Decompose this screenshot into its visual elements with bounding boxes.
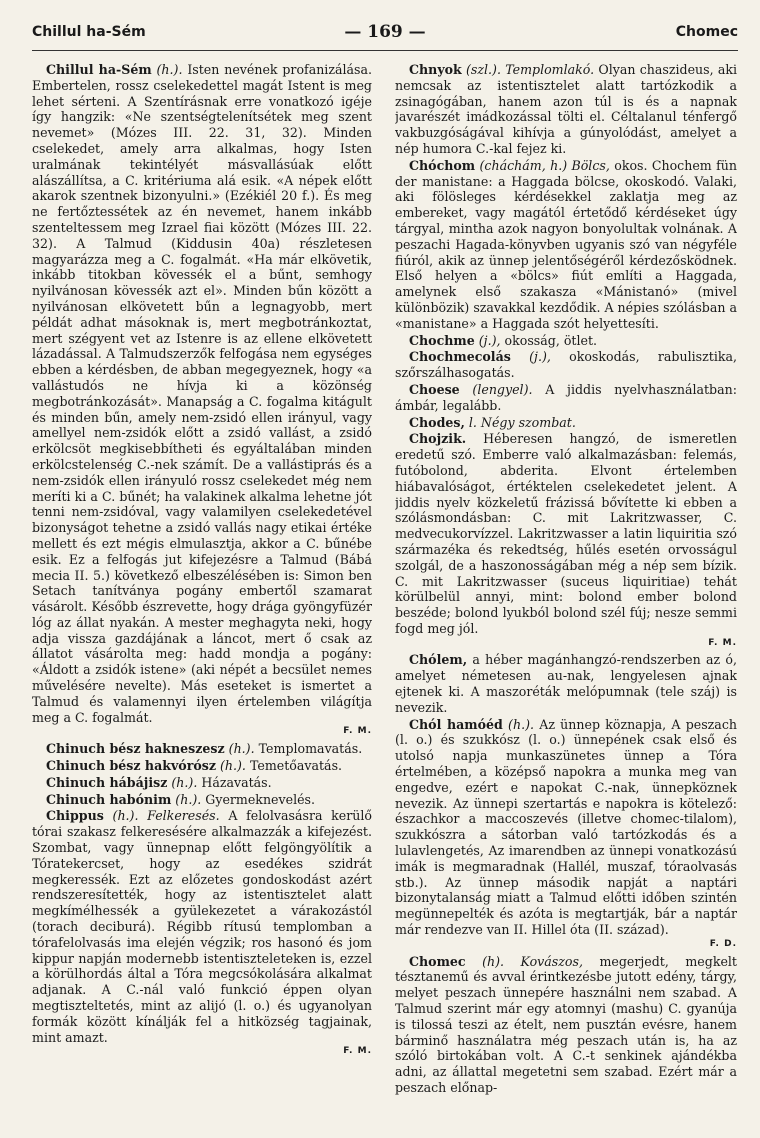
dictionary-entry	[395, 954, 737, 1096]
entry-definition: A felolvasásra kerülő tórai szakasz felkeresésére alkalmazzák a kifejezést. Szombat, vagy ünnepnap előtt felgöngyölítik a Tóratekercset, hogy az esedékes szidrát megkeressék. Ezt az előzetes gondoskodást azért rendszeresítették, hogy az istentisztelet alatt megkímélhessék a gyülekezetet a várakozástól (torach deciburá). Régibb rítusú templomban a tórafelolvasás ima elején végzik; ros hasonó és jom kippur napján modernebb istentiszteleteken is, ezzel a körülhordás által a Tóra megcsókolására alkalmat adjanak. A C.-nál való funkció éppen olyan megtiszteltetés, mint az alijó (l. o.) és ugyanolyan formák között kínálják fel a hitközség tagjainak, mint amazt.	[32, 808, 372, 1045]
entry-headword: Chomec	[409, 953, 466, 969]
entry-headword: Chóchom	[409, 157, 476, 173]
dictionary-entry	[395, 652, 737, 715]
entry-definition: megerjedt, megkelt tésztanemű és avval érintkezésbe jutott edény, tárgy, melyet peszach ünnepére használni nem szabad. A Talmud szerint már egy atomnyi (mashu) C. gyanúja is tilossá teszi az ételt, nem pusztán evésre, hanem bárminő használatra még peszach után is, ha az szóló birtokában volt. A C.-t senkinek ajándékba adni, az állattal megetetni sem szabad. Ezért már a peszach előnap-	[395, 953, 737, 1095]
entry-grammar: (h.).	[219, 758, 246, 774]
entry-grammar: (lengyel).	[472, 381, 533, 397]
entry-definition: Templomavatás.	[258, 741, 363, 757]
entry-headword: Chnyok	[409, 62, 462, 77]
dictionary-entry	[395, 717, 737, 938]
entry-definition: a héber magánhangzó-rendszerben az ó, amelyet németesen au-nak, lengyelesen ajnak ejtenek ki. A maszoréták melópumnak (tele száj) is nevezik.	[395, 652, 737, 715]
entry-headword: Chinuch bész hakvórósz	[46, 758, 216, 774]
entry-definition: Házavatás.	[201, 774, 272, 790]
entry-definition: Isten nevének profanizálása. Embertelen, rossz cselekedettel magát Istent is meg lehet sérteni. A Szentírásnak erre vonatkozó igéje így hangzik: «Ne szentségtelenítsétek meg szent nevemet» (Mózes III. 22. 31, 32). Minden cselekedet, amely arra alkalmas, hogy Isten uralmának tekintélyét másvallásúak előtt alászállítsa, a C. kritériuma alá esik. «A népek előtt akarok szentnek bizonyulni.» (Ezékiél 20 f.). És meg ne fertőztessétek az én nevemet, hanem inkább szenteltessem meg Izrael fiai között (Mózes III. 22. 32). A Talmud (Kiddusin 40a) részletesen magyarázza meg a C. fogalmát. «Ha már elkövetik, inkább titokban kövessék el a bűnt, semhogy nyilvánosan kövessék azt el». Minden bűn között a nyilvánosan elkövetett bűn a legnagyobb, mert példát adhat másoknak is, mert megbotránkoztat, mert szégyent vet az Istenre is az ellene elkövetett lázadással. A Talmudszerzők felfogása nem egységes ebben a kérdésben, de abban megegyeznek, hogy «a vallástudós ne hívja ki a közönség megbotránkozását». Manapság a C. fogalma kitágult és minden bűn, amely nem-zsidó ellen irányul, vagy amellyel nem-zsidók előtt a zsidó vallást, a zsidó erkölcsöt megkisebbítheti és egyáltalában minden erkölcstelenség C.-nek számít. De a vallástiprás és a nem-zsidók ellen irányuló rossz cselekedet még nem meríti ki a C. bűnét; ha valakinek alkalma lehetne jót tenni nem-zsidóval, vagy valamilyen cselekedetével bizonyságot tehetne a zsidó vallás nagy etikai értéke mellett és ezt mégis elmulasztja, akkor a C. bűnébe esik. Ez a felfogás jut kifejezésre a Talmud (Bábá mecia II. 5.) következő elbeszélésében is: Simon ben Setach tanítványa pogány embertől szamarat vásárolt. Később észrevette, hogy drága gyöngyfüzér lóg az állat nyakán. A mester meghagyta neki, hogy adja vissza gazdájának a láncot, mert ő csak az állatot vásárolta meg: hadd mondja a pogány: «Áldott a zsidók istene» (aki népét a becsület nemes művelésére nevelte). Más eseteket is ismertet a Talmud és valamennyi ilyen értelemben világítja meg a C. fogalmát.	[32, 62, 372, 725]
entry-headword: Chinuch bész hakneszesz	[46, 741, 225, 757]
entry-headword: Chojzik.	[409, 431, 467, 447]
dictionary-entry	[395, 158, 737, 332]
left-column	[32, 62, 372, 1132]
author-signature: F. M.	[343, 726, 372, 737]
entry-definition: Gyermeknevelés.	[205, 791, 316, 807]
entry-headword: Chippus	[46, 808, 104, 824]
header-left-guideword: Chillul ha-Sém	[32, 24, 146, 40]
entry-headword: Chochmecolás	[409, 349, 511, 365]
entry-headword: Chochme	[409, 332, 475, 348]
running-header	[32, 22, 738, 44]
author-signature: F. D.	[709, 938, 737, 949]
entry-definition: Héberesen hangzó, de ismeretlen eredetű szó. Emberre való alkalmazásban: felemás, futóbolond, abderita. Elvont értelemben hiábavalóságot, értéktelen cselekedetet jelent. A jiddis nyelv közkeletű frázissá bővítette ki ebben a szólásmondásban: C. mit Lakritzwasser, C. medvecukorvízzel. Lakritzwasser a latin liquiritia szó származéka és rekedtség, hűlés esetén orvosságul szolgál, de a haszonosságában még a nép sem bízik. C. mit Lakritzwasser (suceus liquiritiae) tehát körülbelül annyi, mint: bolond ember bolond beszéde; bolond lyukból bolond szél fúj; nesze semmi fogd meg jól.	[395, 431, 737, 636]
dictionary-entry	[32, 792, 372, 808]
entry-grammar: (h.).	[175, 791, 202, 807]
page-number: — 169 —	[344, 22, 426, 42]
entry-definition: okosság, ötlet.	[504, 332, 598, 348]
header-right-guideword: Chomec	[675, 24, 738, 40]
entry-grammar: (h.).	[156, 62, 183, 77]
header-rule	[32, 50, 738, 51]
dictionary-entry	[32, 62, 372, 725]
dictionary-entry	[395, 349, 737, 381]
dictionary-entry	[395, 382, 737, 414]
entry-grammar: (h.). Felkeresés.	[112, 808, 220, 824]
entry-definition: Olyan chaszideus, aki nemcsak az istentisztelet alatt tartózkodik a zsinagógában, hanem azon túl is és a napnak javarészét imádkozással tölti el. Céltalanul ténfergő vakbuzgóságával kihívja a gúnyolódást, amelyet a nép humora C.-kal fejez ki.	[395, 62, 737, 156]
entry-headword: Chillul ha-Sém	[46, 62, 152, 77]
dictionary-entry	[395, 62, 737, 157]
entry-definition: Az ünnep köznapja, A peszach (l. o.) és szukkósz (l. o.) ünnepének csak első és utolsó napja munkaszünetes ünnep a Tóra értelmében, a középső napokra a munka meg van engedve, ezért e napokat C.-nak, ünnepköznek nevezik. Az ünnepi szertartás e napokra is kötelező: észachkor a maccoszevés (illetve chomec-tilalom), szukkószra a sátorban való tartózkodás és a lulavlengetés, Az imarendben az ünnepi vonatkozású imák is megmaradnak (Hallél, muszaf, tóraolvasás stb.). Az ünnep második napját a naptári bizonytalanság miatt a Talmud előtti időben szintén megünnepelték és azóta is megtartják, bár a naptár már rendezve van II. Hillel óta (II. század).	[395, 716, 737, 938]
entry-grammar: (j.),	[478, 332, 501, 348]
dictionary-entry	[32, 775, 372, 791]
entry-grammar: (h.).	[171, 774, 198, 790]
entry-headword: Chól hamóéd	[409, 716, 503, 732]
entry-headword: Chodes,	[409, 414, 465, 430]
dictionary-entry	[32, 808, 372, 1045]
author-signature: F. M.	[343, 1046, 372, 1057]
dictionary-entry	[395, 431, 737, 636]
entry-headword: Chinuch habónim	[46, 791, 172, 807]
dictionary-entry	[395, 415, 737, 431]
dictionary-entry	[395, 333, 737, 349]
entry-headword: Choese	[409, 381, 460, 397]
entry-headword: Chinuch hábájisz	[46, 774, 168, 790]
author-signature: F. M.	[708, 637, 737, 648]
entry-definition: Temetőavatás.	[249, 758, 343, 774]
entry-headword: Chólem,	[409, 652, 468, 668]
entry-definition: okoskodás, rabulisztika, szőrszálhasogatás.	[395, 349, 737, 381]
entry-grammar: (szl.). Templomlakó.	[466, 62, 595, 77]
entry-grammar: (j.),	[529, 349, 551, 365]
entry-definition: okos. Chochem fün der manistane: a Haggada bölcse, okoskodó. Valaki, aki fölösleges kérdésekkel zaklatja meg az embereket, vagy magától értetődő kérdéseket úgy tárgyal, mintha azok nagyon bonyolultak volnának. A peszachi Hagada-könyvben ugyanis szó van négyféle fiúról, akik az ünnep jelentőségéről kérdezősködnek. Első helyen a «bölcs» fiút említi a Haggada, amelynek első szakasza «Mánistanó» (mivel különbözik) szavakkal kezdődik. A népies szólásban a «manistane» a Haggada szót helyettesíti.	[395, 157, 737, 331]
entry-definition: A jiddis nyelvhasználatban: ámbár, legalább.	[395, 381, 737, 413]
entry-grammar: l. Négy szombat.	[468, 414, 576, 430]
entry-grammar: (h). Kovászos,	[482, 953, 583, 969]
entry-grammar: (h.).	[228, 741, 255, 757]
dictionary-entry	[32, 758, 372, 774]
entry-grammar: (cháchám, h.) Bölcs,	[479, 157, 610, 173]
entry-grammar: (h.).	[508, 716, 534, 732]
dictionary-entry	[32, 741, 372, 757]
right-column	[395, 62, 737, 1132]
